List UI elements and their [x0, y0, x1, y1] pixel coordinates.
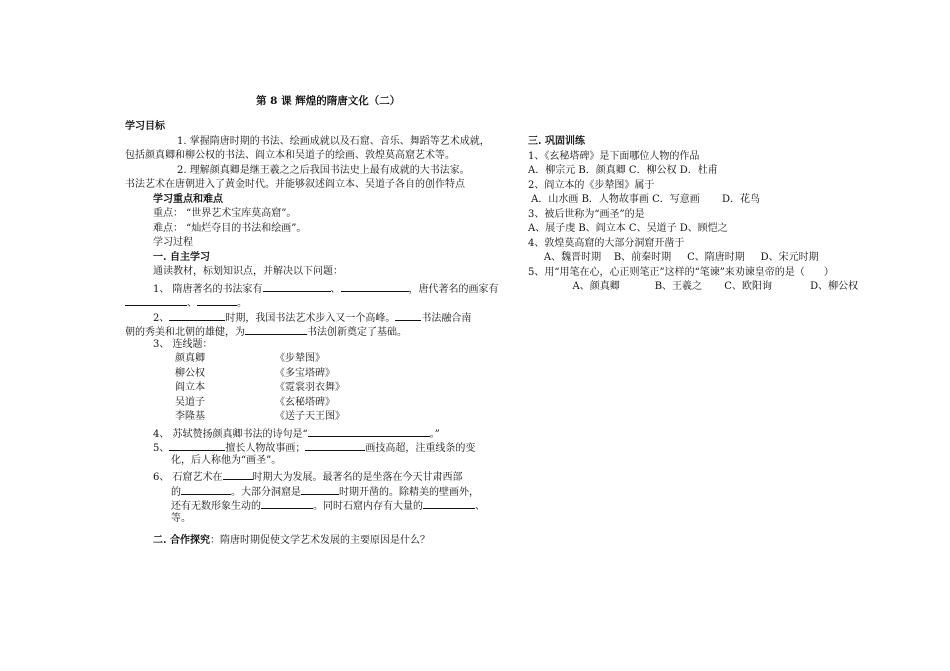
section-3-heading: 三. 巩固训练 — [528, 136, 585, 147]
left-column — [125, 120, 520, 549]
question-5-line-2: 化，后人称他为“画圣”。 — [171, 454, 282, 466]
question-2-line-1 — [125, 309, 520, 324]
question-6-text-6: 还有无数形象生动的 — [171, 501, 261, 512]
matching-row — [125, 367, 520, 382]
exercise-line: 3、被后世称为“画圣”的是 — [528, 208, 645, 220]
question-1-prompt: 1、 隋唐著名的书法家有 — [153, 283, 263, 295]
question-6-text-7: 。同时石窟内存有大量的 — [313, 501, 423, 512]
matching-person[interactable]: 李隆基 — [175, 411, 205, 422]
question-5-text-2: 画技高超，注重线条的变 — [365, 443, 476, 454]
question-4-end: 。” — [429, 428, 440, 440]
exercise-line: A．柳宗元 B．颜真卿 C．柳公权 D．杜甫 — [528, 165, 718, 176]
exercise-line: 2、阎立本的《步辇图》属于 — [528, 179, 655, 191]
question-4-text: 4、 苏轼赞扬颜真卿书法的诗句是“ — [153, 428, 308, 440]
blank[interactable] — [169, 439, 225, 451]
blank[interactable] — [181, 483, 231, 495]
question-4 — [125, 425, 520, 440]
question-3-heading: 3、 连线题： — [153, 338, 213, 350]
difficult-point: 难点： “灿烂夺目的书法和绘画”。 — [153, 222, 307, 234]
question-1-line-2 — [125, 294, 520, 309]
question-1-mid: ，唐代著名的画家有 — [408, 283, 499, 295]
matching-work[interactable]: 《步辇图》 — [275, 353, 325, 364]
separator: 、 — [475, 501, 485, 512]
question-2-text-2: 书法融合南 — [421, 312, 472, 324]
objective-2-line-1: 2. 理解颜真卿是继王羲之之后我国书法史上最有成就的大书法家。 — [177, 164, 470, 176]
blank[interactable] — [263, 280, 331, 292]
question-6-text: 6、 石窟艺术在 — [153, 472, 223, 483]
question-6-line-3 — [125, 497, 520, 512]
question-5-line-1 — [125, 439, 520, 454]
question-6-line-1 — [125, 468, 520, 483]
section-2-heading: 二. 合作探究 — [153, 535, 210, 546]
matching-work[interactable]: 《霓裳羽衣舞》 — [275, 382, 345, 393]
blank[interactable] — [245, 323, 307, 335]
question-2-line-2 — [125, 323, 520, 338]
separator: 、 — [330, 283, 341, 295]
exercise-line: A、展子虔 B、阎立本 C、吴道子 D、顾恺之 — [528, 223, 728, 234]
section-1-heading: 一. 自主学习 — [153, 251, 210, 263]
exercise-line: A、颜真卿 B、王羲之 C、欧阳询 D、柳公权 — [528, 281, 859, 292]
matching-work[interactable]: 《多宝塔碑》 — [275, 367, 335, 379]
question-6-text-2: 时期大为发展。最著名的是坐落在今天甘肃西部 — [252, 472, 463, 483]
question-2-number: 2、 — [153, 312, 170, 324]
blank[interactable] — [423, 497, 475, 509]
blank[interactable] — [125, 294, 187, 306]
blank[interactable] — [197, 294, 237, 306]
question-1-line-1 — [125, 280, 520, 295]
question-2-text-3: 朝的秀美和北朝的雄健，为 — [125, 327, 245, 338]
question-6-text-4: 。大部分洞窟是 — [231, 486, 301, 498]
matching-person[interactable]: 吴道子 — [175, 396, 205, 408]
exercise-line: A、魏晋时期 B、前秦时期 C、隋唐时期 D、宋元时期 — [528, 252, 819, 263]
right-column — [528, 135, 928, 295]
matching-row — [125, 381, 520, 396]
section-2 — [125, 534, 520, 549]
key-points-heading: 学习重点和难点 — [153, 193, 223, 205]
matching-person[interactable]: 阎立本 — [175, 382, 205, 393]
blank[interactable] — [169, 309, 225, 321]
matching-person[interactable]: 柳公权 — [175, 367, 205, 379]
blank[interactable] — [341, 280, 409, 292]
exercise-line: 1、《玄秘塔碑》是下面哪位人物的作品 — [528, 150, 700, 162]
matching-list — [125, 352, 520, 425]
section-2-question: ：隋唐时期促使文学艺术发展的主要原因是什么？ — [209, 535, 430, 546]
separator: 、 — [187, 298, 197, 309]
objectives-heading: 学习目标 — [125, 121, 165, 132]
question-6-text-3: 的 — [171, 486, 181, 498]
exercise-line: 4、敦煌莫高窟的大部分洞窟开凿于 — [528, 237, 685, 249]
blank[interactable] — [261, 497, 313, 509]
exercise-line: 5、用“用笔在心，心正则笔正”这样的“笔谏”来劝谏皇帝的是（ ） — [528, 266, 834, 278]
objective-1-line-2: 包括颜真卿和柳公权的书法、阎立本和吴道子的绘画、敦煌莫高窟艺术等。 — [125, 150, 455, 161]
question-5-number: 5、 — [153, 443, 170, 454]
question-5-text: 擅长人物故事画； — [225, 443, 306, 454]
lesson-title: 第 8 课 辉煌的隋唐文化（二） — [256, 95, 401, 107]
spacer — [125, 526, 520, 534]
matching-person[interactable]: 颜真卿 — [175, 353, 205, 364]
blank[interactable] — [305, 439, 365, 451]
objective-2-line-2: 书法艺术在唐朝进入了黄金时代。并能够叙述阎立本、吴道子各自的创作特点 — [125, 179, 465, 190]
matching-row — [125, 352, 520, 367]
blank[interactable] — [301, 483, 339, 495]
matching-work[interactable]: 《玄秘塔碑》 — [275, 396, 335, 408]
matching-row — [125, 396, 520, 411]
section-1-intro: 通读教材，标划知识点，并解决以下问题： — [153, 266, 343, 277]
matching-row — [125, 410, 520, 425]
process-heading: 学习过程 — [153, 237, 193, 248]
objective-1-line-1: 1. 掌握隋唐时期的书法、绘画成就以及石窟、音乐、舞蹈等艺术成就， — [177, 135, 490, 147]
period: 。 — [237, 298, 247, 309]
exercise-line: A．山水画 B．人物故事画 C．写意画 D．花鸟 — [528, 194, 761, 205]
question-6-line-2 — [125, 483, 520, 498]
question-2-text-4: 书法创新奠定了基础。 — [307, 327, 407, 338]
question-6-line-4: 等。 — [171, 512, 191, 524]
blank[interactable] — [308, 425, 430, 437]
key-point: 重点： “世界艺术宝库莫高窟”。 — [153, 208, 297, 219]
question-2-text: 时期，我国书法艺术步入又一个高峰。 — [225, 312, 396, 324]
question-6-text-5: 时期开凿的。除精美的壁画外， — [339, 486, 479, 498]
blank[interactable] — [223, 468, 253, 480]
blank[interactable] — [395, 309, 421, 321]
matching-work[interactable]: 《送子天王图》 — [275, 411, 345, 422]
